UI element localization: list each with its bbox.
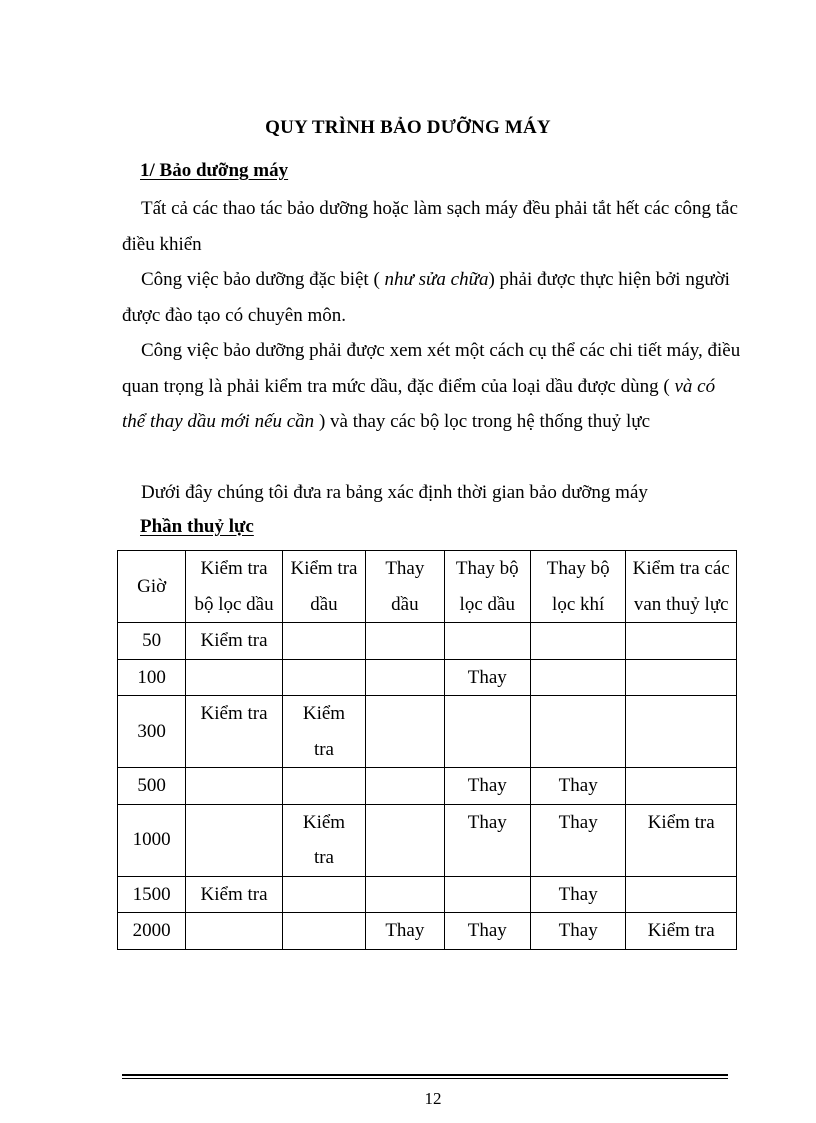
table-cell bbox=[626, 623, 737, 660]
table-cell bbox=[444, 696, 530, 768]
table-cell bbox=[282, 623, 365, 660]
table-cell bbox=[626, 876, 737, 913]
table-cell: Thay bbox=[530, 768, 625, 805]
table-cell: Thay bbox=[444, 804, 530, 876]
table-cell bbox=[366, 623, 444, 660]
paragraph-2-text-a: Công việc bảo dưỡng đặc biệt ( bbox=[141, 269, 385, 290]
table-cell bbox=[186, 913, 282, 950]
table-row bbox=[118, 876, 737, 913]
paragraph-1: Tất cả các thao tác bảo dưỡng hoặc làm sạch máy đều phải tắt hết các công tắc điều khiển bbox=[122, 198, 738, 255]
table-cell bbox=[626, 768, 737, 805]
table-cell: Kiểm tra bbox=[282, 696, 365, 768]
table-row bbox=[118, 768, 737, 805]
table-cell bbox=[366, 876, 444, 913]
table-cell bbox=[186, 659, 282, 696]
table-cell: Kiểm tra bbox=[186, 623, 282, 660]
table-cell: Thay bbox=[444, 659, 530, 696]
table-row bbox=[118, 623, 737, 660]
header-change-oil-filter: Thay bộ lọc dầu bbox=[444, 551, 530, 623]
table-cell bbox=[282, 768, 365, 805]
paragraph-3-text-a: Công việc bảo dưỡng phải được xem xét một cách cụ thể các chi tiết máy, điều quan trọng là phải kiểm tra mức dầu, đặc điểm của loại dầu được dùng ( bbox=[122, 340, 741, 397]
table-cell: 50 bbox=[118, 623, 186, 660]
table-cell bbox=[444, 623, 530, 660]
table-row bbox=[118, 696, 737, 768]
table-cell bbox=[530, 623, 625, 660]
table-cell: Kiểm tra bbox=[186, 876, 282, 913]
table-header-row bbox=[118, 551, 737, 623]
table-cell: 300 bbox=[118, 696, 186, 768]
paragraph-3-text-b: ) và thay các bộ lọc trong hệ thống thuỷ lực bbox=[314, 411, 651, 432]
table-row bbox=[118, 913, 737, 950]
footer-divider-thin bbox=[122, 1078, 728, 1079]
paragraph-3 bbox=[122, 333, 742, 440]
table-cell: Kiểm tra bbox=[282, 804, 365, 876]
paragraph-4: Dưới đây chúng tôi đưa ra bảng xác định thời gian bảo dưỡng máy bbox=[141, 482, 648, 503]
header-change-oil: Thay dầu bbox=[366, 551, 444, 623]
table-cell: Thay bbox=[530, 804, 625, 876]
section-heading-hydraulic: Phần thuỷ lực bbox=[140, 516, 254, 537]
table-cell: Thay bbox=[530, 913, 625, 950]
table-cell bbox=[282, 876, 365, 913]
table-cell: 500 bbox=[118, 768, 186, 805]
table-cell bbox=[282, 659, 365, 696]
section-heading-maintenance: 1/ Bảo dưỡng máy bbox=[140, 160, 289, 181]
table-row bbox=[118, 804, 737, 876]
table-cell: Thay bbox=[366, 913, 444, 950]
table-cell bbox=[444, 876, 530, 913]
table-row bbox=[118, 659, 737, 696]
table-cell: Kiểm tra bbox=[626, 804, 737, 876]
header-check-oil: Kiểm tra dầu bbox=[282, 551, 365, 623]
paragraph-2 bbox=[122, 262, 742, 333]
page-title: QUY TRÌNH BẢO DƯỠNG MÁY bbox=[265, 117, 551, 138]
paragraph-3-italic: và có thể thay dầu mới nếu cần bbox=[122, 375, 716, 432]
table-cell: Kiểm tra bbox=[186, 696, 282, 768]
table-cell: 100 bbox=[118, 659, 186, 696]
header-check-oil-filter: Kiểm tra bộ lọc dầu bbox=[186, 551, 282, 623]
table-cell bbox=[366, 804, 444, 876]
footer-divider bbox=[122, 1074, 728, 1076]
table-cell bbox=[186, 768, 282, 805]
table-cell bbox=[530, 696, 625, 768]
page-number: 12 bbox=[424, 1089, 442, 1108]
table-cell bbox=[366, 768, 444, 805]
header-change-air-filter: Thay bộ lọc khí bbox=[530, 551, 625, 623]
table-cell bbox=[530, 659, 625, 696]
table-cell bbox=[186, 804, 282, 876]
table-cell bbox=[366, 659, 444, 696]
paragraph-2-italic: như sửa chữa bbox=[384, 269, 489, 290]
table-cell: Thay bbox=[444, 913, 530, 950]
table-cell bbox=[282, 913, 365, 950]
paragraph-2-text-b: ) phải được thực hiện bởi người được đào tạo có chuyên môn. bbox=[122, 269, 730, 326]
header-hours: Giờ bbox=[118, 551, 186, 623]
table-cell: 1000 bbox=[118, 804, 186, 876]
table-cell: Thay bbox=[444, 768, 530, 805]
table-cell bbox=[626, 696, 737, 768]
maintenance-schedule-table bbox=[117, 550, 737, 950]
header-check-hydraulic-valves: Kiểm tra các van thuỷ lực bbox=[626, 551, 737, 623]
table-cell: Kiểm tra bbox=[626, 913, 737, 950]
table-cell: 2000 bbox=[118, 913, 186, 950]
table-cell bbox=[626, 659, 737, 696]
table-cell: 1500 bbox=[118, 876, 186, 913]
table-cell bbox=[366, 696, 444, 768]
table-cell: Thay bbox=[530, 876, 625, 913]
